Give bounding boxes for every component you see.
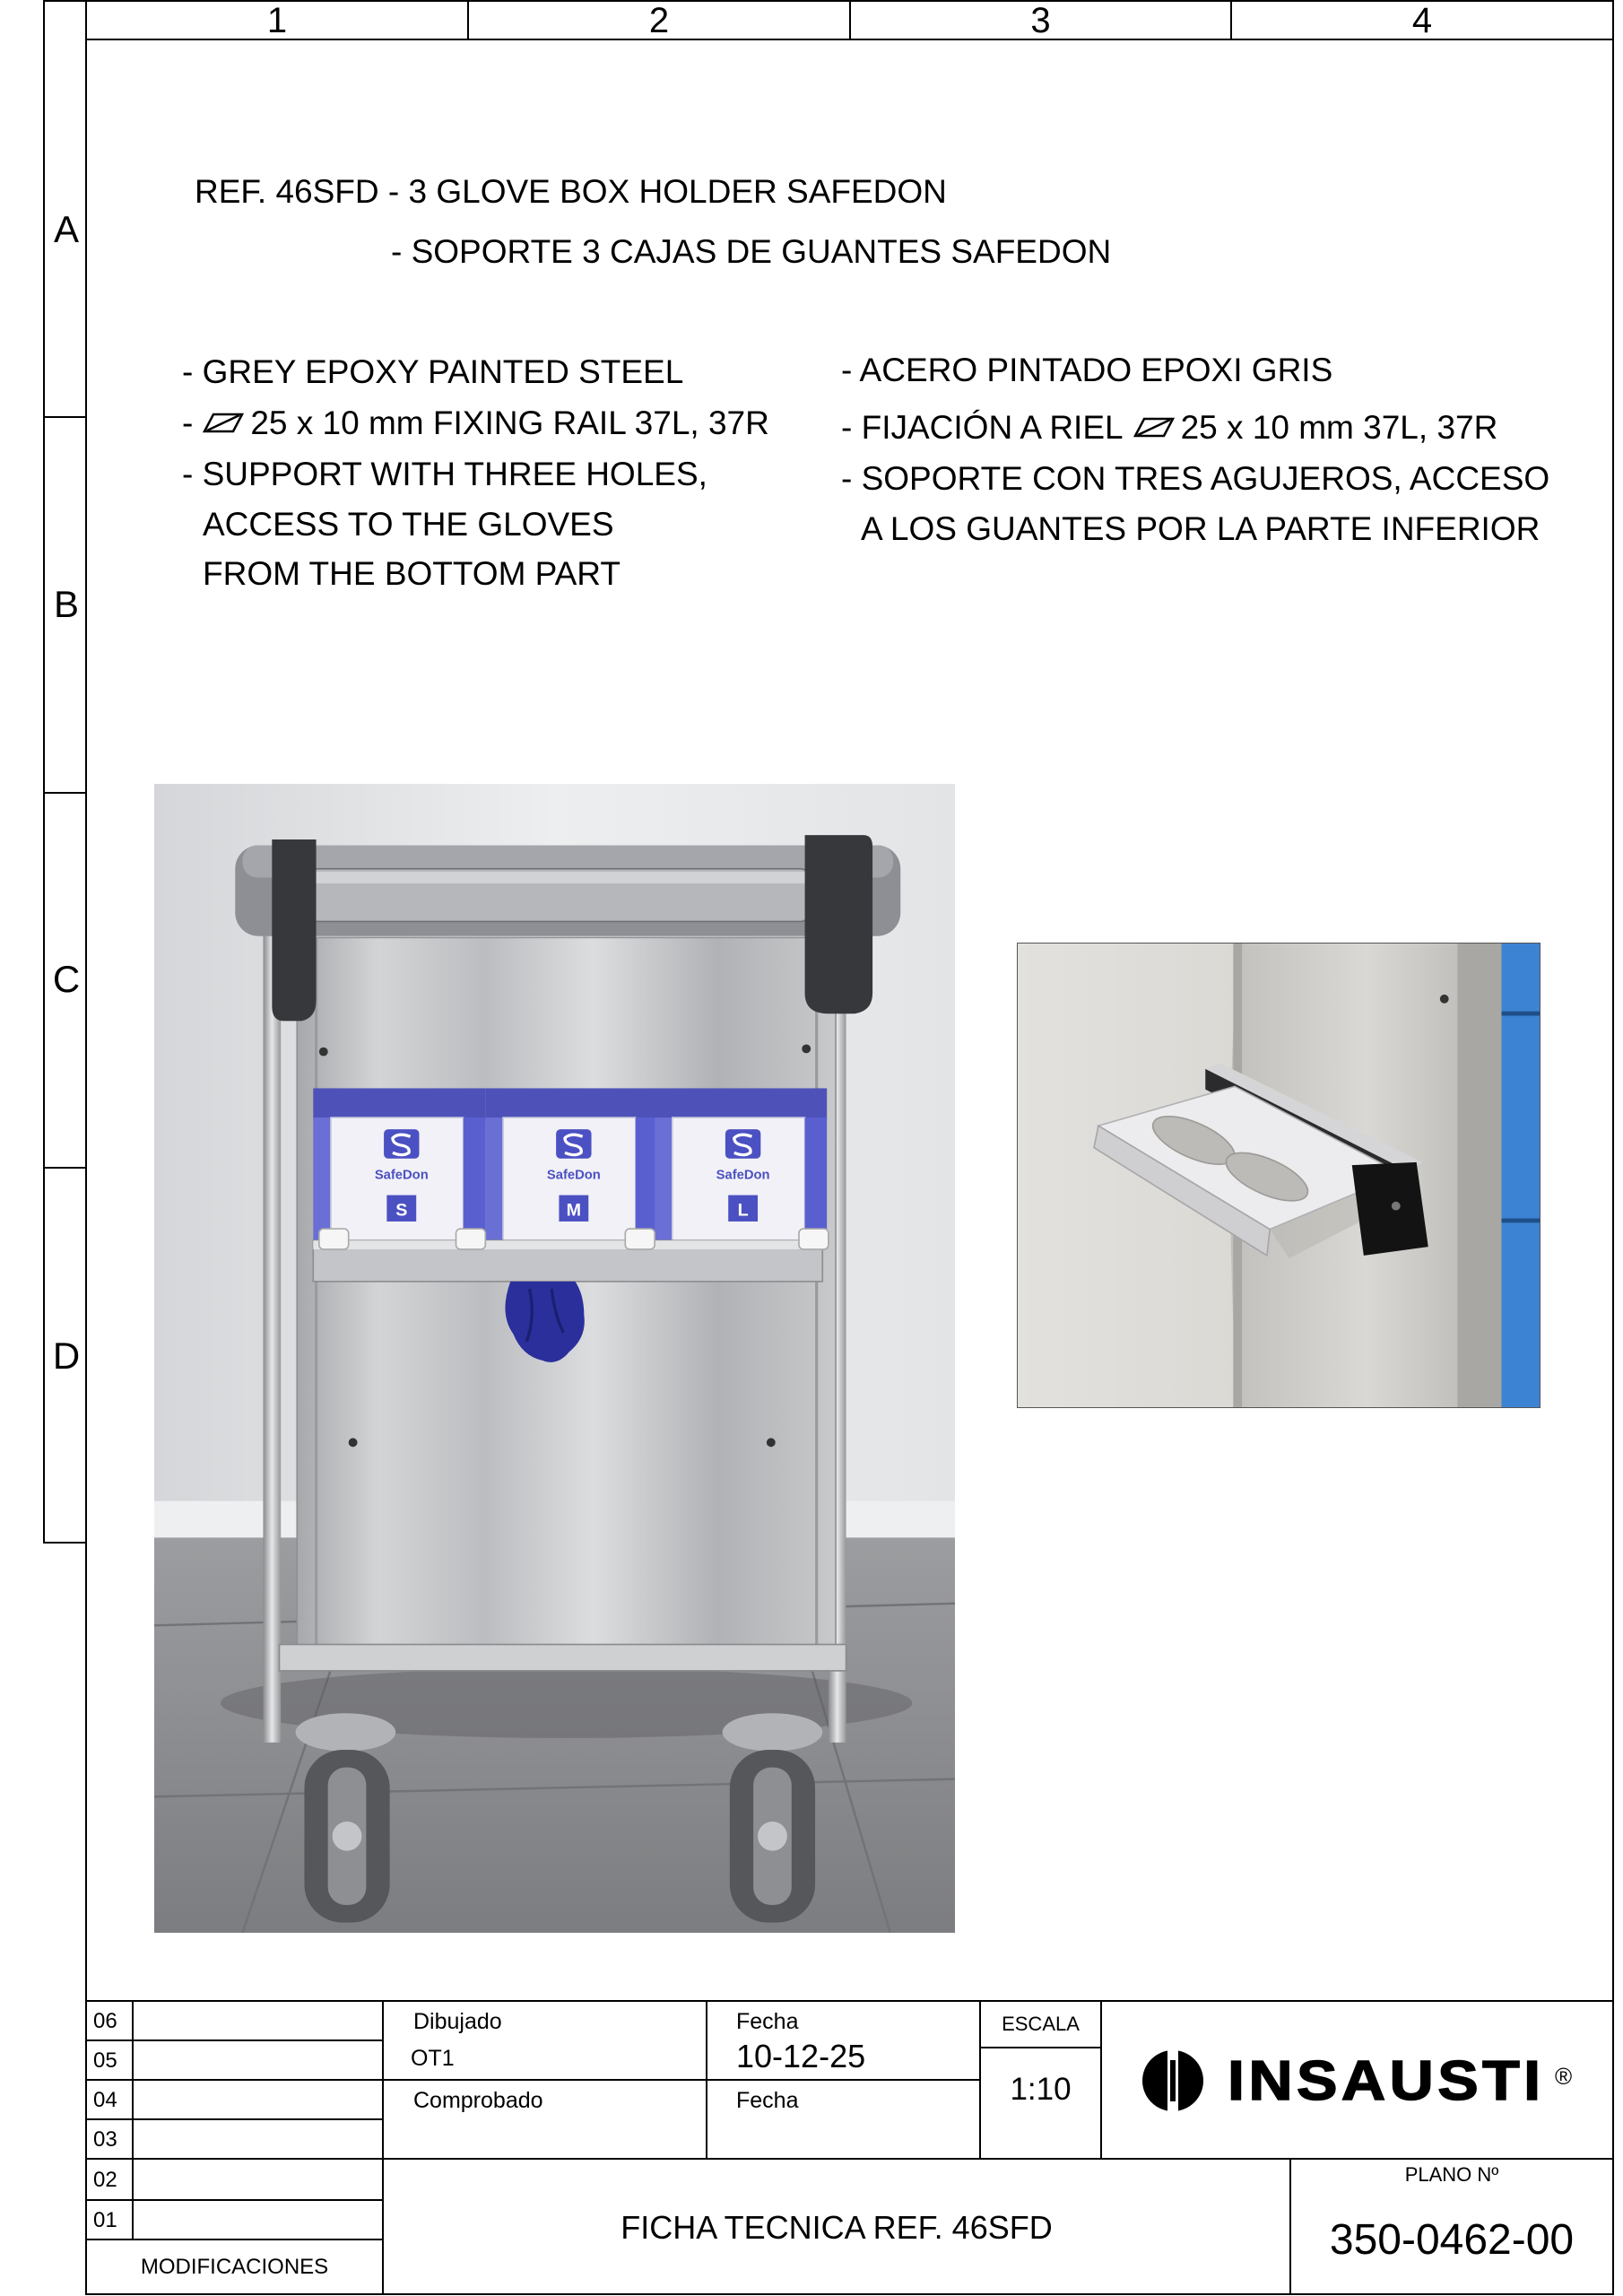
spec-en-access: ACCESS TO THE GLOVES [203, 506, 614, 543]
rectangular-section-icon [202, 411, 245, 434]
row-strip-divider [43, 1542, 86, 1544]
title-block-top [85, 2000, 1614, 2002]
box-brand: SafeDon [716, 1168, 770, 1183]
rectangular-section-icon [1133, 415, 1176, 439]
revision-row-line [85, 2118, 383, 2120]
spec-en-material: - GREY EPOXY PAINTED STEEL [182, 353, 684, 390]
box-brand: SafeDon [374, 1168, 429, 1183]
drawing-number-label: PLANO Nº [1404, 2163, 1499, 2186]
revision-number: 03 [93, 2127, 117, 2152]
row-strip-divider [43, 792, 86, 794]
row-strip-divider [43, 416, 86, 418]
drawn-by: OT1 [411, 2046, 455, 2071]
title-block-col-line [382, 2000, 384, 2295]
row-letter: B [53, 583, 79, 625]
spec-es-access: A LOS GUANTES POR LA PARTE INFERIOR [861, 510, 1541, 547]
drawn-label: Dibujado [413, 2009, 502, 2034]
row-letter: A [53, 208, 79, 250]
glove-box [313, 1088, 485, 1249]
spec-es-fixing [841, 408, 1497, 448]
product-title-en: REF. 46SFD - 3 GLOVE BOX HOLDER SAFEDON [195, 173, 947, 210]
row-strip-divider [43, 1167, 86, 1169]
row-letter: C [52, 958, 81, 1000]
date-value: 10-12-25 [736, 2038, 866, 2074]
drawing-number: 350-0462-00 [1329, 2216, 1575, 2264]
box-size-label: M [566, 1200, 582, 1221]
glove-box [485, 1088, 657, 1249]
spec-en-support: - SUPPORT WITH THREE HOLES, [182, 456, 707, 492]
revision-number: 04 [93, 2088, 117, 2112]
checked-label: Comprobado [413, 2088, 543, 2113]
modifications-label: MODIFICACIONES [140, 2255, 329, 2279]
revision-number: 02 [93, 2168, 117, 2192]
spec-en-fixing-text: 25 x 10 mm FIXING RAIL 37L, 37R [250, 404, 769, 441]
revision-row-line [85, 2079, 980, 2081]
title-block-col-line [1100, 2000, 1102, 2160]
scale-label: ESCALA [1002, 2013, 1080, 2035]
spec-es-support: - SOPORTE CON TRES AGUJEROS, ACCESO [841, 460, 1550, 497]
spec-en-fixing-prefix: - [182, 404, 194, 441]
title-block-col-line [706, 2000, 707, 2160]
row-letter: D [52, 1335, 81, 1377]
date-label: Fecha [736, 2009, 799, 2034]
column-number: 4 [1411, 1, 1433, 40]
box-size-label: L [737, 1200, 749, 1221]
column-number: 1 [266, 1, 288, 40]
company-name: INSAUSTI [1228, 2050, 1545, 2112]
revision-row-line [85, 2199, 383, 2201]
insausti-logo-icon [1141, 2049, 1204, 2112]
title-block-mid [85, 2158, 1614, 2160]
spec-es-fixing-text: 25 x 10 mm 37L, 37R [1180, 409, 1498, 446]
spec-es-fixing-prefix: - FIJACIÓN A RIEL [841, 409, 1124, 446]
box-brand: SafeDon [546, 1168, 601, 1183]
holder-detail-photo [1017, 943, 1541, 1408]
revision-col-line [132, 2000, 134, 2240]
spec-en-bottom: FROM THE BOTTOM PART [203, 555, 621, 592]
document-title: FICHA TECNICA REF. 46SFD [621, 2209, 1053, 2246]
revision-number: 01 [93, 2208, 117, 2232]
row-strip-divider [43, 0, 86, 2]
checked-date-label: Fecha [736, 2088, 799, 2113]
scale-value: 1:10 [1010, 2072, 1072, 2107]
glove-box [655, 1088, 827, 1249]
spec-en-fixing [182, 404, 769, 443]
scale-divider [980, 2047, 1101, 2048]
cart-photo [154, 784, 955, 1933]
column-number: 2 [648, 1, 670, 40]
revision-number: 06 [93, 2009, 117, 2033]
revision-row-line [85, 2239, 383, 2240]
box-size-label: S [395, 1200, 408, 1221]
spec-es-material: - ACERO PINTADO EPOXI GRIS [841, 352, 1333, 388]
column-number: 3 [1030, 1, 1051, 40]
registered-mark: ® [1555, 2063, 1573, 2090]
revision-row-line [85, 2039, 383, 2041]
revision-number: 05 [93, 2048, 117, 2073]
product-title-es: - SOPORTE 3 CAJAS DE GUANTES SAFEDON [391, 233, 1112, 270]
